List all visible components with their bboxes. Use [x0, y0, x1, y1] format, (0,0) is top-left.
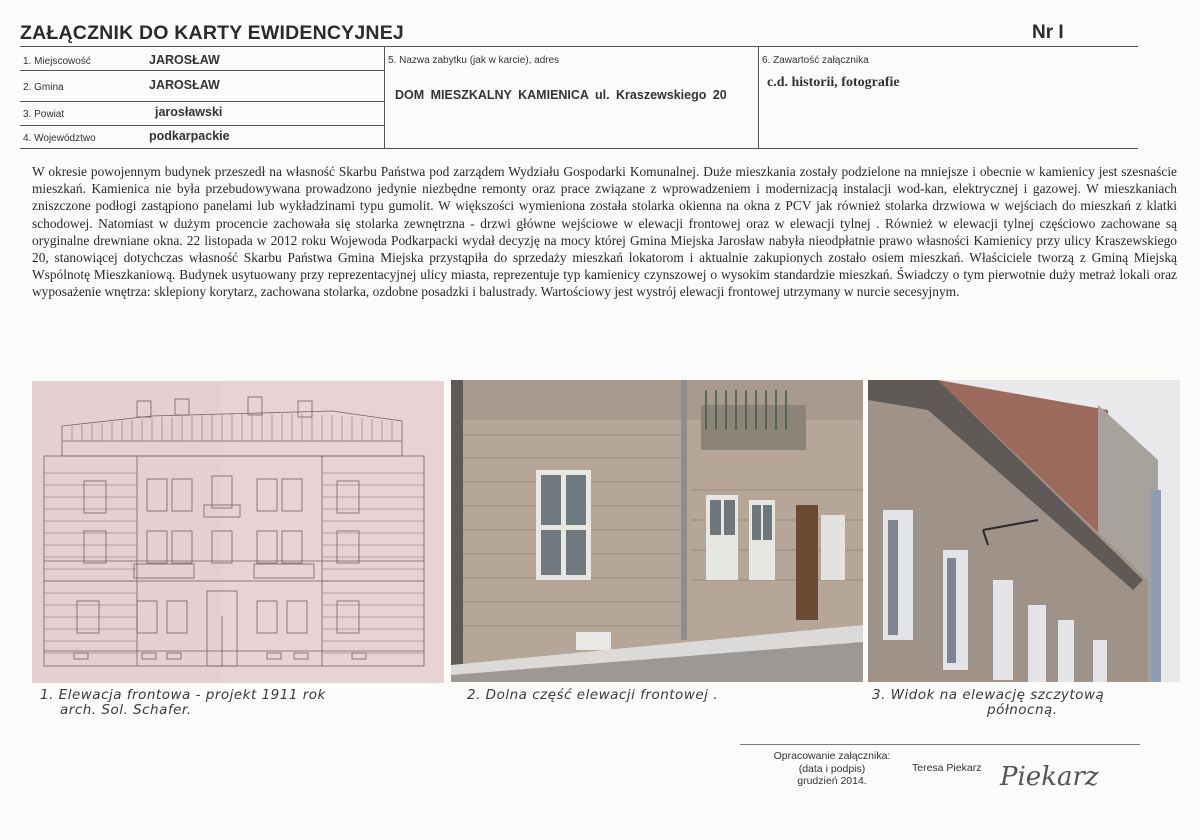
- contents-value: c.d. historii, fotografie: [767, 75, 900, 90]
- elevation-drawing-image: [32, 381, 444, 683]
- photo-lower-front-elevation: [451, 380, 863, 682]
- row-divider: [20, 101, 384, 102]
- history-paragraph: W okresie powojennym budynek przeszedł na własność Skarbu Państwa pod zarządem Wydziału Gospodarki Komunalnej. Duże mieszkania zostały podzielone na mniejsze i obecnie w kamienicy jest szesnaście mieszkań. Kamienica nie była przebudowywana prowadzono jedynie niezbędne remonty oraz prace związane z wprowadzeniem i modernizacją instalacji wod-kan, elektrycznej i gazowej. W mieszkaniach zniszczone podłogi zastąpiono panelami lub wykładzinami typu gumolit. W większości wymieniona została stolarka okienna na okna z PCV jak również stolarka drzwiowa w wejściach do mieszkań z klatki schodowej. Natomiast w dużym procencie zachowała się stolarka zewnętrzna - drzwi główne wejściowe w elewacji frontowej oraz w elewacji tylnej . Również w elewacji tylnej częściowo zachowane są oryginalne drewniane okna. 22 listopada w 2012 roku Wojewoda Podkarpacki wydał decyzję na mocy której Gmina Miejska Jarosław nabyła nieodpłatnie prawo własności Kamienicy przy ulicy Kraszewskiego 20, stanowiącej dotychczas własność Skarbu Państwa Gmina Miejska przystąpiła do sprzedaży mieszkań lokatorom i aktualnie zakupionych zostało osiem mieszkań. Właściciele tworzą z Gminą Miejską Wspólnotę Mieszkaniową. Budynek usytuowany przy reprezentacyjnej ulicy miasta, reprezentuje typ kamienicy czynszowej o wysokim standardzie mieszkań. Świadczy o tym pierwotnie duży metraż lokali oraz wyposażenie wnętrza: sklepiony korytarz, zachowana stolarka, ozdobne posadzki i balustrady. Wartościowy jest wystrój elewacji frontowej utrzymany w nurcie secesyjnym.: [32, 164, 1177, 300]
- table-top-border: [20, 46, 1138, 47]
- document-title: ZAŁĄCZNIK DO KARTY EWIDENCYJNEJ: [20, 22, 404, 44]
- table-bottom-border: [20, 148, 1138, 149]
- contents-label: 6. Zawartość załącznika: [762, 55, 869, 66]
- row-divider: [20, 125, 384, 126]
- attachment-number: Nr I: [1032, 22, 1064, 43]
- photo-caption-3-line1: 3. Widok na elewację szczytową: [872, 687, 1105, 703]
- photo-caption-1-line2: arch. Sol. Schafer.: [60, 702, 192, 718]
- photo-caption-3: [872, 688, 1104, 718]
- photo-caption-1-line1: 1. Elewacja frontowa - projekt 1911 rok: [40, 687, 326, 703]
- author-signature: Piekarz: [1000, 762, 1099, 792]
- field-label-powiat: 3. Powiat: [23, 109, 65, 120]
- preparation-date: grudzień 2014.: [797, 775, 867, 787]
- photo-caption-2-line1: 2. Dolna część elewacji frontowej .: [467, 687, 719, 703]
- column-divider: [384, 47, 385, 148]
- preparation-info: [762, 750, 902, 788]
- monument-label: 5. Nazwa zabytku (jak w karcie), adres: [388, 55, 560, 66]
- field-label-gmina: 2. Gmina: [23, 82, 64, 93]
- author-name: Teresa Piekarz: [912, 762, 982, 774]
- field-value-gmina: JAROSŁAW: [149, 78, 220, 92]
- prepared-label: Opracowanie załącznika:: [773, 750, 891, 762]
- history-text: [32, 163, 1177, 301]
- field-label-wojewodztwo: 4. Województwo: [23, 133, 96, 144]
- gable-elevation-photo-image: [868, 380, 1180, 682]
- field-value-miejscowosc: JAROSŁAW: [149, 53, 220, 67]
- photo-caption-1: [40, 688, 326, 718]
- field-value-wojewodztwo: podkarpackie: [149, 129, 230, 143]
- photo-caption-3-line2: północną.: [987, 702, 1058, 718]
- date-sign-label: (data i podpis): [798, 762, 866, 775]
- field-value-powiat: jarosławski: [155, 105, 223, 119]
- front-elevation-photo-image: [451, 380, 863, 682]
- photo-front-elevation-drawing: [32, 381, 444, 683]
- column-divider: [758, 47, 759, 148]
- photo-caption-2: [467, 688, 718, 703]
- field-label-miejscowosc: 1. Miejscowość: [23, 56, 91, 67]
- row-divider: [20, 70, 384, 71]
- footer-divider: [740, 744, 1140, 745]
- monument-name: DOM MIESZKALNY KAMIENICA ul. Kraszewskiego 20: [395, 88, 727, 102]
- photo-north-gable-elevation: [868, 380, 1180, 682]
